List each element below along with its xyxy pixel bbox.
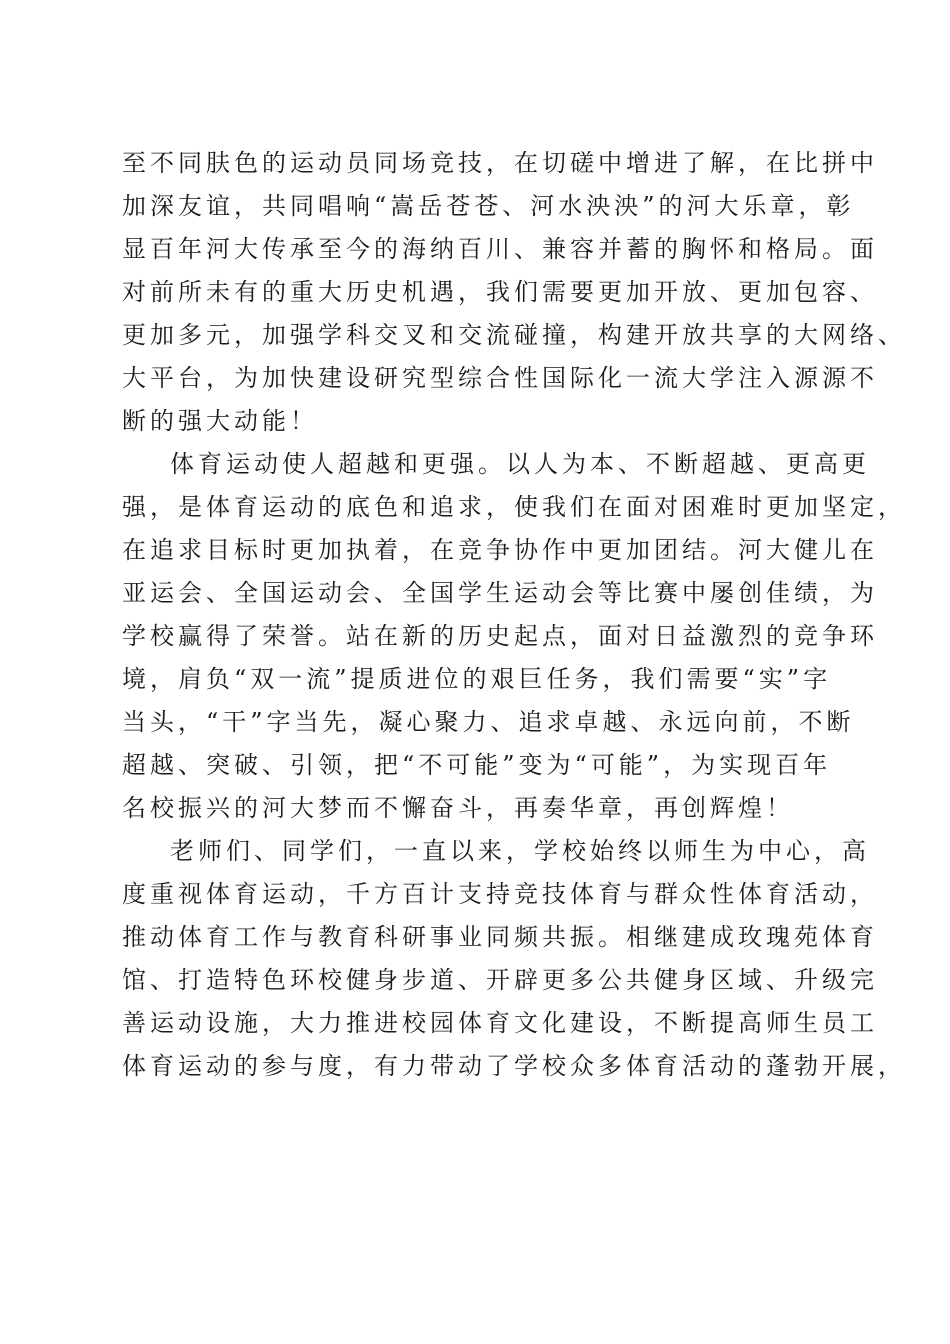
text-line: 超越、突破、引领，把“不可能”变为“可能”，为实现百年 [122, 751, 832, 779]
text-line: 断的强大动能！ [122, 407, 318, 435]
text-line: 对前所未有的重大历史机遇，我们需要更加开放、更加包容、 [122, 278, 878, 306]
body-text [122, 142, 906, 1088]
text-line: 更加多元，加强学科交叉和交流碰撞，构建开放共享的大网络、 [122, 321, 906, 349]
text-line: 境，肩负“双一流”提质进位的艰巨任务，我们需要“实”字 [122, 665, 832, 693]
text-line: 馆、打造特色环校健身步道、开辟更多公共健身区域、升级完 [122, 966, 878, 994]
text-line: 至不同肤色的运动员同场竞技，在切磋中增进了解，在比拼中 [122, 149, 878, 177]
text-line: 亚运会、全国运动会、全国学生运动会等比赛中屡创佳绩，为 [122, 579, 878, 607]
text-line: 显百年河大传承至今的海纳百川、兼容并蓄的胸怀和格局。面 [122, 235, 878, 263]
paragraph-1 [122, 142, 906, 443]
paragraph-3 [122, 830, 906, 1088]
text-line: 名校振兴的河大梦而不懈奋斗，再奏华章，再创辉煌！ [122, 794, 794, 822]
text-line: 加深友谊，共同唱响“嵩岳苍苍、河水泱泱”的河大乐章，彰 [122, 192, 855, 220]
text-line: 体育运动使人超越和更强。以人为本、不断超越、更高更 [170, 450, 870, 478]
text-line: 善运动设施，大力推进校园体育文化建设，不断提高师生员工 [122, 1009, 878, 1037]
text-line: 度重视体育运动，千方百计支持竞技体育与群众性体育活动， [122, 880, 878, 908]
text-line: 强，是体育运动的底色和追求，使我们在面对困难时更加坚定， [122, 493, 906, 521]
text-line: 老师们、同学们，一直以来，学校始终以师生为中心，高 [170, 837, 870, 865]
text-line: 推动体育工作与教育科研事业同频共振。相继建成玫瑰苑体育 [122, 923, 878, 951]
text-line: 在追求目标时更加执着，在竞争协作中更加团结。河大健儿在 [122, 536, 878, 564]
paragraph-2 [122, 443, 906, 830]
text-line: 体育运动的参与度，有力带动了学校众多体育活动的蓬勃开展， [122, 1052, 906, 1080]
text-line: 当头，“干”字当先，凝心聚力、追求卓越、永远向前，不断 [122, 708, 855, 736]
text-line: 学校赢得了荣誉。站在新的历史起点，面对日益激烈的竞争环 [122, 622, 878, 650]
text-line: 大平台，为加快建设研究型综合性国际化一流大学注入源源不 [122, 364, 878, 392]
